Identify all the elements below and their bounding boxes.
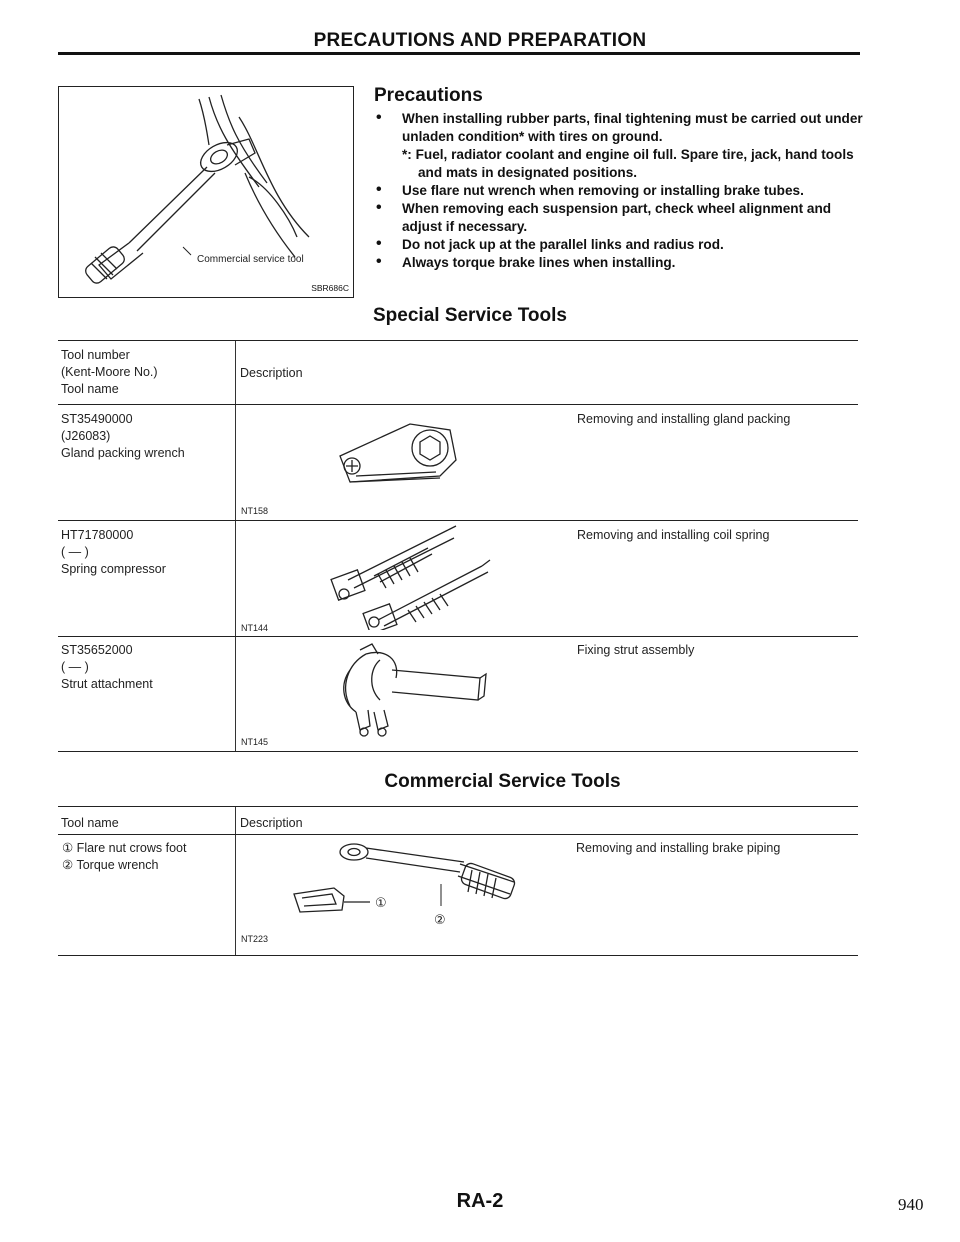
- figure-code: NT158: [241, 506, 269, 516]
- tool-description: Fixing strut assembly: [577, 643, 695, 657]
- header-rule: [58, 834, 858, 835]
- precaution-text: When removing each suspension part, check wheel alignment and adjust if necessary.: [402, 201, 832, 234]
- precautions-list: [374, 110, 864, 272]
- title-rule: [58, 52, 860, 55]
- wrench-illustration: [59, 87, 355, 299]
- table-row: [61, 411, 185, 462]
- precaution-text: Use flare nut wrench when removing or installing brake tubes.: [402, 183, 804, 198]
- tool-name: Spring compressor: [61, 562, 166, 576]
- tool-description: Removing and installing brake piping: [576, 841, 781, 855]
- strut-attachment-illustration: [330, 640, 490, 740]
- tool-number: ST35490000: [61, 412, 133, 426]
- precaution-note: [374, 146, 864, 182]
- header-kent-moore: (Kent-Moore No.): [61, 365, 158, 379]
- tool-name: Strut attachment: [61, 677, 153, 691]
- spring-compressor-illustration: [328, 522, 498, 630]
- table-column-divider: [235, 341, 236, 751]
- row-rule: [58, 636, 858, 637]
- kent-moore-number: ( — ): [61, 660, 89, 674]
- table-column-divider: [235, 807, 236, 955]
- figure-code: NT145: [241, 737, 269, 747]
- header-description: Description: [240, 366, 303, 380]
- header-tool-name: Tool name: [61, 382, 119, 396]
- kent-moore-number: ( — ): [61, 545, 89, 559]
- gland-packing-wrench-illustration: [330, 410, 470, 490]
- tool-description: Removing and installing coil spring: [577, 528, 770, 542]
- table-bottom-rule: [58, 955, 858, 956]
- tool-name: Gland packing wrench: [61, 446, 185, 460]
- precaution-item: [374, 182, 864, 200]
- bullet: •: [376, 199, 382, 216]
- figure-code: NT144: [241, 623, 269, 633]
- bullet: •: [376, 253, 382, 270]
- special-tools-heading: Special Service Tools: [373, 305, 567, 326]
- header-description: Description: [240, 816, 303, 830]
- figure-code: NT223: [241, 934, 269, 944]
- table-row: [61, 642, 153, 693]
- header-tool-number: Tool number: [61, 348, 130, 362]
- table-top-rule: [58, 340, 858, 341]
- callout-1: ①: [375, 896, 387, 911]
- precaution-item: [374, 200, 864, 236]
- table-bottom-rule: [58, 751, 858, 752]
- bullet: •: [376, 235, 382, 252]
- kent-moore-number: (J26083): [61, 429, 111, 443]
- bullet: •: [376, 181, 382, 198]
- table-row: [61, 527, 166, 578]
- precaution-item: [374, 236, 864, 254]
- header-rule: [58, 404, 858, 405]
- tool-name: ② Torque wrench: [62, 858, 159, 872]
- tool-description: Removing and installing gland packing: [577, 412, 791, 426]
- flare-nut-torque-wrench-illustration: [284, 836, 524, 930]
- tool-name: ① Flare nut crows foot: [62, 841, 187, 855]
- commercial-tool-figure: [58, 86, 354, 298]
- page-title: PRECAUTIONS AND PREPARATION: [313, 30, 647, 51]
- bullet: •: [376, 109, 382, 126]
- precautions-heading: Precautions: [374, 85, 483, 106]
- sequence-number: 940: [898, 1195, 924, 1214]
- figure-callout-label: Commercial service tool: [197, 254, 304, 265]
- precaution-text: When installing rubber parts, final tightening must be carried out under unladen condition* with tires on ground.: [402, 111, 863, 144]
- header-tool-column: [61, 347, 158, 398]
- precaution-text: Do not jack up at the parallel links and radius rod.: [402, 237, 724, 252]
- table-row: [62, 840, 186, 874]
- precaution-text: Always torque brake lines when installing.: [402, 255, 676, 270]
- table-top-rule: [58, 806, 858, 807]
- page-number: RA-2: [456, 1190, 504, 1212]
- row-rule: [58, 520, 858, 521]
- precaution-item: [374, 110, 864, 146]
- callout-2: ②: [434, 913, 446, 928]
- precaution-note-text: *: Fuel, radiator coolant and engine oil full. Spare tire, jack, hand tools and mats in designated positions.: [402, 147, 854, 180]
- figure-id: SBR686C: [311, 283, 349, 293]
- tool-number: ST35652000: [61, 643, 133, 657]
- tool-number: HT71780000: [61, 528, 134, 542]
- commercial-tools-heading: Commercial Service Tools: [384, 771, 621, 792]
- header-tool-name: Tool name: [61, 816, 119, 830]
- precaution-item: [374, 254, 864, 272]
